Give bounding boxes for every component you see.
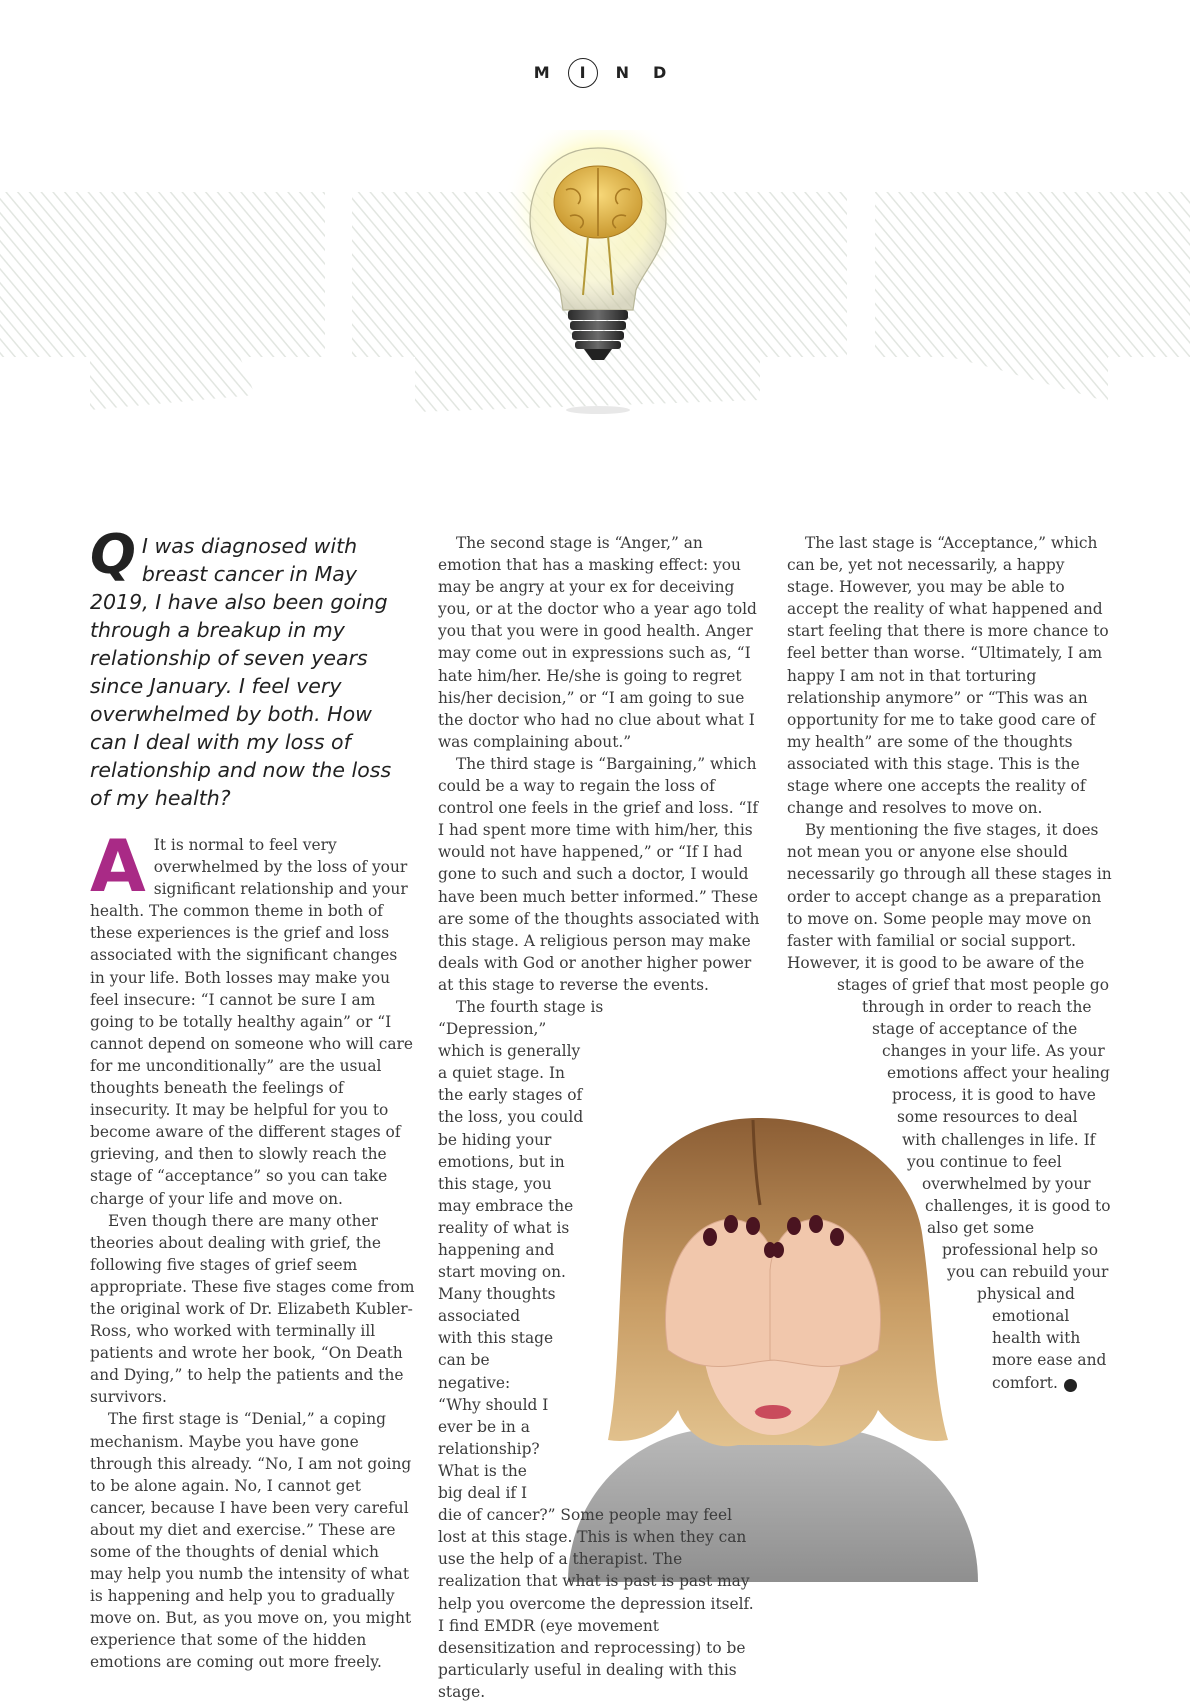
header-letter-m: M [533,63,550,82]
answer-paragraph-5: The third stage is “Bargaining,” which could be a way to regain the loss of control one feels in the grief and loss. “If I had spent more time with him/her, this would not have happened,” or “If I had gone to such and such a doctor, I would have been much better informed.” These are some of the thoughts associated with this stage. A religious person may make deals with God or another higher power at this stage to reverse the events. [438,754,760,994]
answer-paragraph-7: The last stage is “Acceptance,” which can be, yet not necessarily, a happy stage. However, you may be able to accept the reality of what happened and start feeling that there is more chance to feel better than worse. “Ultimately, I am happy I am not in that torturing relationship anymore” or “This was an opportunity for me to take good care of my health” are some of the thoughts associated with this stage. This is the stage where one accepts the reality of change and resolves to move on. [787,534,1109,818]
article-column-3 [787,532,1112,1394]
speech-bubble-right [875,192,1190,402]
hero-lightbulb-illustration [0,130,1200,440]
article-column-1 [90,523,415,1674]
answer-paragraph-1: A It is normal to feel very overwhelmed by the loss of your significant relationship and your health. The common theme in both of these experiences is the grief and loss associated with the significant changes in your life. Both losses may make you feel insecure: “I cannot be sure I am going to be totally healthy again” or “I cannot depend on someone who will care for me unconditionally” are the usual thoughts beneath the feelings of insecurity. It may be helpful for you to become aware of the different stages of grieving, and then to slowly reach the stage of “acceptance” so you can take charge of your life and move on. [90,824,413,1208]
answer-paragraph-4: The second stage is “Anger,” an emotion that has a masking effect: you may be angry at your ex for deceiving you, or at the doctor who a year ago told you that you were in good health. Anger may come out in expressions such as, “I hate him/her. He/she is going to regret his/her decision,” or “I am going to sue the doctor who had no clue about what I was complaining about.” [438,534,757,751]
brain-icon [554,166,642,238]
end-mark-icon: H [1064,1379,1077,1392]
answer-paragraph-3: The first stage is “Denial,” a coping mechanism. Maybe you have gone through this already. “No, I am not going to be alone again. No, I cannot get cancer, because I have been very careful about my diet and exercise.” These are some of the thoughts of denial which may help you numb the intensity of what is happening and help you to gradually move on. But, as you move on, you might experience that some of the hidden emotions are coming out more freely. [90,1410,412,1672]
header-letter-d: D [653,63,667,82]
question-drop-cap: Q [90,523,136,586]
header-letter-n: N [615,63,630,82]
section-header [0,58,1200,88]
answer-paragraph-6: The fourth stage is “Depression,” which is generally a quiet stage. In the early stages of the loss, you could be hiding your emotions, but in this stage, you may embrace the reality of what is happening and start moving on. Many thoughts associated with this stage can be negative: “Why should I ever be in a relationship? What is the big deal if I die of cancer?” Some people may feel lost at this stage. This is when they can use the help of a therapist. The realization that what is past is past may help you overcome the depression itself. I find EMDR (eye movement desensitization and reprocessing) to be particularly useful in dealing with this stage. [438,997,754,1701]
reader-question [90,523,415,812]
article-column-2 [438,532,763,1703]
header-letter-i-circled: I [568,58,598,88]
question-text: I was diagnosed with breast cancer in May 2019, I have also been going through a breakup in my relationship of seven years since January. I feel very overwhelmed by both. How can I deal with my loss of relationship and now the loss of my health? [90,534,392,810]
answer-paragraph-2: Even though there are many other theories about dealing with grief, the following five stages of grief seem appropriate. These five stages come from the original work of Dr. Elizabeth Kubler-Ross, who worked with terminally ill patients and wrote her book, “On Death and Dying,” to help the patients and the survivors. [90,1211,415,1407]
answer-drop-cap: A [90,824,146,908]
speech-bubble-left [0,192,325,410]
answer-paragraph-8: By mentioning the five stages, it does not mean you or anyone else should necessarily go through all these stages in order to accept change as a preparation to move on. Some people may move on faster with familial or social support. However, it is good to be aware of the stages of grief that most people go through in order to reach the stage of acceptance of the changes in your life. As your emotions affect your healing process, it is good to have some resources to deal with challenges in life. If you continue to feel overwhelmed by your challenges, it is good to also get some professional help so you can rebuild your physical and emotional health with more ease and comfort. H [787,821,1112,1392]
